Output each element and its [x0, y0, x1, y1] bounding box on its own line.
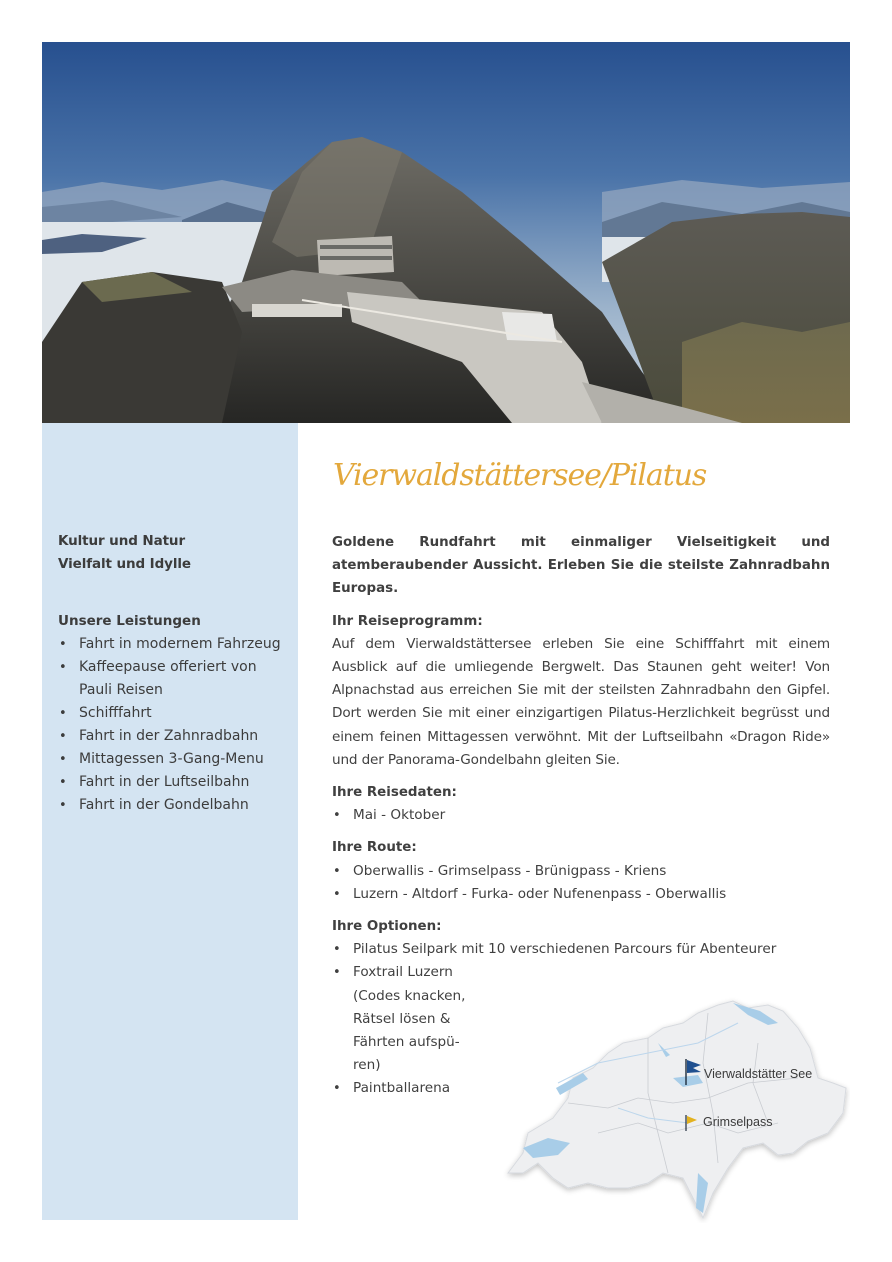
services-heading: Unsere Leistungen	[58, 613, 201, 629]
service-item: • Schifffahrt	[58, 702, 290, 725]
switzerland-map	[498, 983, 850, 1223]
service-item: • Fahrt in der Zahnradbahn	[58, 725, 290, 748]
program-text: Auf dem Vierwaldstättersee erleben Sie eine Schifffahrt mit einem Ausblick auf die umliegende Bergwelt. Das Staunen geht weiter! Von Alpnachstad aus erreichen Sie mit der steilsten Zahnradbahn den Gipfel. Dort werden Sie mit einer einzigartigen Pilatus-Herzlichkeit begrüsst und einem feinen Mittagessen verwöhnt. Mit der Luftseilbahn «Dragon Ride» und der Panorama-Gondelbahn gleiten Sie.	[332, 635, 830, 768]
route-list	[332, 860, 830, 906]
lead-paragraph: Goldene Rundfahrt mit einmaliger Vielseitigkeit und atemberaubender Aussicht. Erleben Sie die steilste Zahnradbahn Europas.	[332, 535, 830, 597]
option-item: • Pilatus Seilpark mit 10 verschiedenen Parcours für Abenteurer	[332, 938, 830, 961]
date-item: • Mai - Oktober	[332, 804, 830, 827]
sidebar-tagline: Kultur und Natur	[58, 533, 185, 549]
route-item: • Oberwallis - Grimselpass - Brünigpass - Kriens	[332, 860, 830, 883]
dates-heading: Ihre Reisedaten:	[332, 785, 457, 801]
option-item-text: • Foxtrail Luzern (Codes knacken, Rätsel lösen & Fährten aufspü-ren)	[353, 964, 466, 1074]
mountain-photo-icon	[42, 42, 850, 423]
services-list	[58, 633, 290, 817]
sidebar-content	[58, 530, 290, 817]
service-item: • Mittagessen 3-Gang-Menu	[58, 748, 290, 771]
page-title: Vierwaldstättersee/Pilatus	[333, 458, 707, 493]
hero-photo	[42, 42, 850, 423]
map-outline-icon	[498, 983, 850, 1223]
sidebar	[42, 423, 298, 1220]
service-item: • Kaffeepause offeriert von Pauli Reisen	[58, 656, 257, 702]
route-heading: Ihre Route:	[332, 840, 417, 856]
program-heading: Ihr Reiseprogramm:	[332, 613, 483, 629]
sidebar-tagline: Vielfalt und Idylle	[58, 556, 191, 572]
option-item: • Paintballarena	[332, 1077, 830, 1100]
map-marker-label: Vierwaldstätter See	[704, 1067, 813, 1081]
dates-list	[332, 804, 830, 827]
options-heading: Ihre Optionen:	[332, 919, 442, 935]
map-marker-label: Grimselpass	[703, 1115, 773, 1129]
service-item: • Fahrt in der Gondelbahn	[58, 794, 290, 817]
service-item: • Fahrt in der Luftseilbahn	[58, 771, 290, 794]
service-item: • Fahrt in modernem Fahrzeug	[58, 633, 290, 656]
route-item: • Luzern - Altdorf - Furka- oder Nufenenpass - Oberwallis	[332, 883, 830, 906]
